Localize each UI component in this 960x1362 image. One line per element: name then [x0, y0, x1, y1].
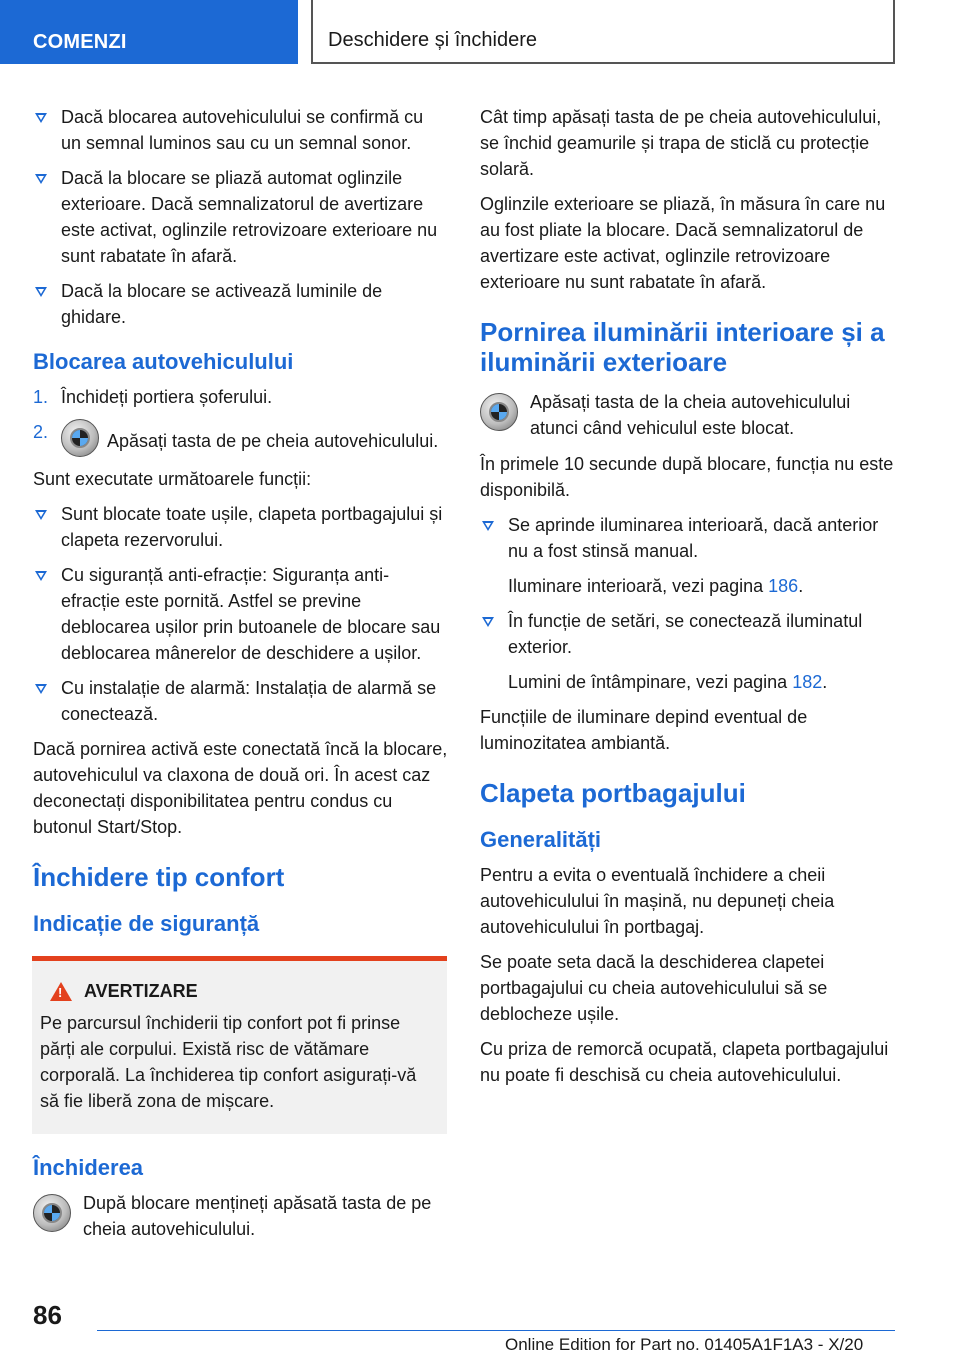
heading-comfort-closing: Închidere tip confort	[33, 862, 285, 892]
heading-closing: Închiderea	[33, 1155, 144, 1180]
key-fob-lock-icon	[61, 419, 99, 457]
lighting-instruction: Apăsați tasta de la cheia autovehiculului atunci când vehiculul este blocat.	[480, 389, 895, 441]
footer-divider	[97, 1330, 895, 1331]
list-item: Sunt blocate toate ușile, clapeta portbagajului și clapeta rezervorului.	[33, 501, 448, 553]
triangle-bullet-icon	[35, 113, 47, 123]
step-1: 1. Închideți portiera șoferului.	[33, 387, 273, 407]
heading-trunk-lid: Clapeta portbagajului	[480, 778, 746, 808]
paragraph: Funcțiile de iluminare depind eventual de luminozitatea ambiantă.	[480, 707, 808, 753]
paragraph: Pentru a evita o eventuală închidere a cheii autovehiculului în mașină, nu depuneți cheia autovehiculului în portbagaj.	[480, 865, 835, 937]
triangle-bullet-icon	[35, 571, 47, 581]
paragraph: Cu priza de remorcă ocupată, clapeta portbagajului nu poate fi deschisă cu cheia autovehiculului.	[480, 1039, 889, 1085]
cross-reference: Lumini de întâmpinare, vezi pagina 182.	[508, 672, 828, 692]
page-link-182[interactable]: 182	[792, 672, 823, 692]
paragraph: În primele 10 secunde după blocare, funcția nu este disponibilă.	[480, 454, 894, 500]
heading-safety-note: Indicație de siguranță	[33, 911, 260, 936]
paragraph: Cât timp apăsați tasta de pe cheia autovehiculului, se închid geamurile și trapa de sticlă cu protecție solară.	[480, 107, 882, 179]
page-number: 86	[33, 1300, 62, 1330]
warning-triangle-icon	[50, 982, 72, 1001]
step-2: 2. Apăsați tasta de pe cheia autovehiculului.	[33, 419, 448, 457]
key-fob-lock-icon	[480, 393, 518, 431]
triangle-bullet-icon	[35, 287, 47, 297]
functions-intro: Sunt executate următoarele funcții:	[33, 469, 312, 489]
page-link-186[interactable]: 186	[768, 576, 799, 596]
triangle-bullet-icon	[35, 174, 47, 184]
list-item: Se aprinde iluminarea interioară, dacă anterior nu a fost stinsă manual.	[480, 512, 895, 564]
key-fob-lock-icon	[33, 1194, 71, 1232]
warning-box	[32, 956, 447, 1134]
triangle-bullet-icon	[35, 684, 47, 694]
section-tab: COMENZI	[0, 0, 298, 64]
closing-instruction: După blocare mențineți apăsată tasta de pe cheia autovehiculului.	[33, 1190, 448, 1242]
footer-edition: Online Edition for Part no. 01405A1F1A3 - X/20	[505, 1335, 864, 1354]
paragraph: Oglinzile exterioare se pliază, în măsura în care nu au fost pliate la blocare. Dacă semnalizatorul de avertizare este activat, oglinzile retrovizoare exterioare nu sunt rabatate în afară.	[480, 194, 886, 292]
heading-general: Generalități	[480, 827, 602, 852]
list-item: Cu instalație de alarmă: Instalația de alarmă se conectează.	[33, 675, 448, 727]
heading-lock-vehicle: Blocarea autovehiculului	[33, 349, 294, 374]
warning-text: Pe parcursul închiderii tip confort pot fi prinse părți ale corpului. Există risc de vătămare corporală. La închiderea tip confort asigurați-vă să fie liberă zona de mișcare.	[40, 1013, 417, 1111]
triangle-bullet-icon	[482, 617, 494, 627]
paragraph: Se poate seta dacă la deschiderea clapetei portbagajului cu cheia autovehiculului să se deblocheze ușile.	[480, 952, 828, 1024]
heading-lighting: Pornirea iluminării interioare și a iluminării exterioare	[480, 317, 885, 377]
cross-reference: Iluminare interioară, vezi pagina 186.	[508, 576, 804, 596]
list-item: Dacă la blocare se activează luminile de ghidare.	[33, 278, 448, 330]
list-item: Cu siguranță anti-efracție: Siguranța anti-efracție este pornită. Astfel se previne deblocarea ușilor prin butoanele de blocare sau deblocarea mânerelor de deschidere a ușilor.	[33, 562, 448, 666]
start-stop-paragraph: Dacă pornirea activă este conectată încă la blocare, autovehiculul va claxona de două ori. În acest caz deconectați disponibilitatea pentru condus cu butonul Start/Stop.	[33, 739, 448, 837]
chapter-title: Deschidere și închidere	[311, 0, 895, 64]
right-column	[480, 104, 895, 1097]
list-item: Dacă la blocare se pliază automat oglinzile exterioare. Dacă semnalizatorul de avertizare este activat, oglinzile retrovizoare exterioare nu sunt rabatate în afară.	[33, 165, 448, 269]
list-item: În funcție de setări, se conectează iluminatul exterior.	[480, 608, 895, 660]
warning-title: ! AVERTIZARE	[40, 981, 439, 1002]
list-item: Dacă blocarea autovehiculului se confirmă cu un semnal luminos sau cu un semnal sonor.	[33, 104, 448, 156]
left-column	[33, 104, 448, 1252]
triangle-bullet-icon	[35, 510, 47, 520]
triangle-bullet-icon	[482, 521, 494, 531]
